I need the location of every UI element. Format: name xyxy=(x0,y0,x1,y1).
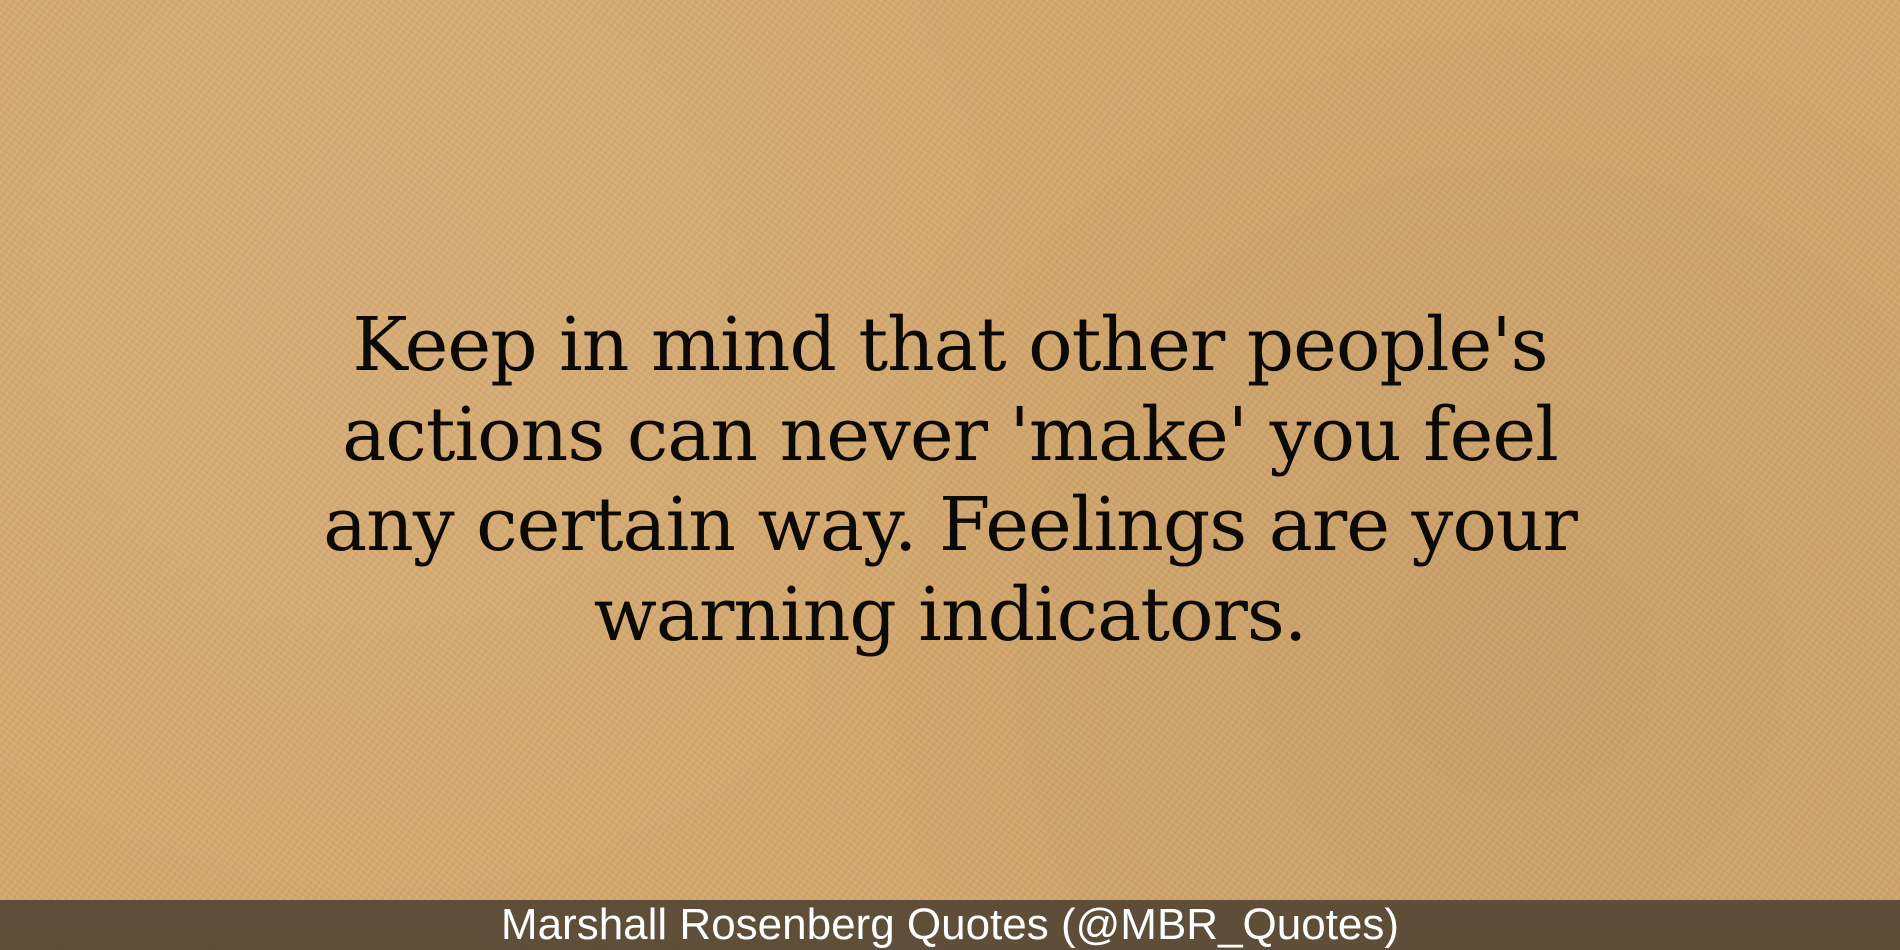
quote-line: actions can never 'make' you feel xyxy=(342,392,1558,478)
attribution-bar xyxy=(0,900,1900,950)
quote-line: Keep in mind that other people's xyxy=(352,302,1548,388)
quote-line: any certain way. Feelings are your xyxy=(323,482,1577,568)
quote-text xyxy=(240,300,1660,660)
quote-block xyxy=(240,300,1660,660)
quote-line: warning indicators. xyxy=(593,572,1307,658)
attribution-text: Marshall Rosenberg Quotes (@MBR_Quotes) xyxy=(500,900,1400,949)
